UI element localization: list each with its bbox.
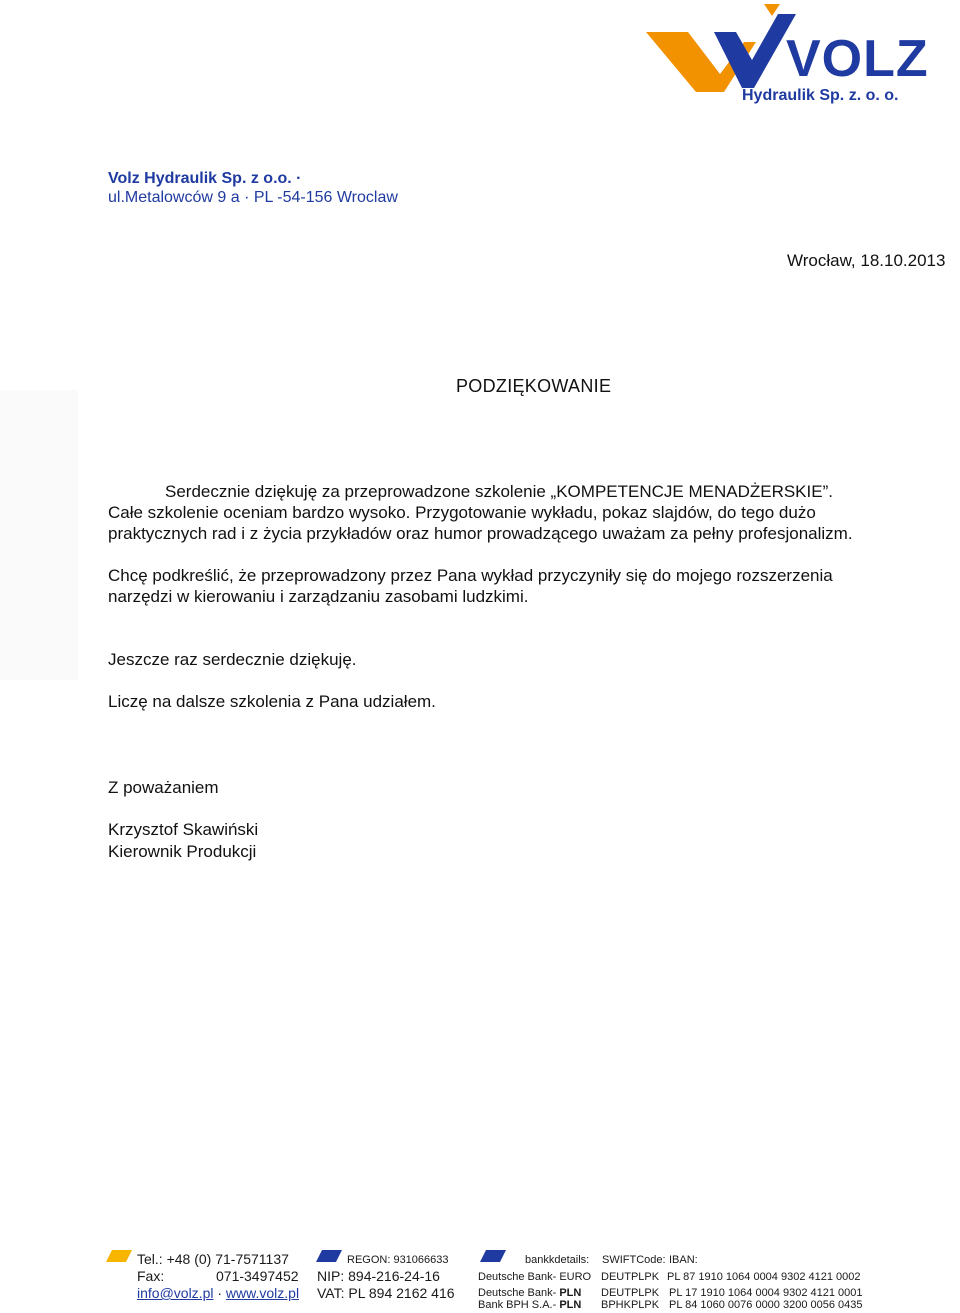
footer-web-link[interactable]: www.volz.pl bbox=[225, 1285, 300, 1301]
footer-swift-3: BPHKPLPK bbox=[601, 1299, 660, 1311]
signatory-name: Krzysztof Skawiński bbox=[108, 820, 259, 839]
volz-logo bbox=[644, 0, 940, 106]
footer-bank-2-name: Deutsche Bank- bbox=[478, 1287, 557, 1299]
footer-bank-2 bbox=[478, 1287, 581, 1299]
footer-iban-1: PL 87 1910 1064 0004 9302 4121 0002 bbox=[667, 1271, 861, 1283]
footer-regon: REGON: 931066633 bbox=[347, 1254, 449, 1266]
footer-bank-1: Deutsche Bank- EURO bbox=[478, 1271, 592, 1283]
scan-shadow bbox=[0, 390, 78, 680]
footer-swift-2: DEUTPLPK bbox=[601, 1287, 660, 1299]
footer-bank-header: bankkdetails: bbox=[525, 1254, 590, 1266]
letter-heading: PODZIĘKOWANIE bbox=[456, 376, 612, 396]
footer-tel-value: +48 (0) 71-7571137 bbox=[166, 1251, 289, 1267]
footer-links bbox=[137, 1285, 299, 1301]
footer-swift-1: DEUTPLPK bbox=[601, 1271, 660, 1283]
footer-nip: NIP: 894-216-24-16 bbox=[317, 1268, 440, 1284]
footer-separator: · bbox=[217, 1285, 223, 1301]
footer-tel-label: Tel.: bbox=[137, 1251, 163, 1267]
logo-word: VOLZ bbox=[786, 30, 929, 88]
footer-fax-label: Fax: bbox=[137, 1268, 165, 1284]
paragraph-3: Jeszcze raz serdecznie dziękuję. bbox=[108, 650, 357, 669]
letter-date: Wrocław, 18.10.2013 bbox=[787, 251, 946, 270]
footer-swift-header: SWIFTCode: bbox=[602, 1254, 666, 1266]
footer-bank-3-name: Bank BPH S.A.- bbox=[478, 1299, 557, 1311]
sender-name: Volz Hydraulik Sp. z o.o. · bbox=[108, 170, 302, 187]
closing-greeting: Z poważaniem bbox=[108, 778, 219, 797]
footer-accent-yellow bbox=[106, 1250, 132, 1264]
footer-vat: VAT: PL 894 2162 416 bbox=[317, 1285, 455, 1301]
logo-accent bbox=[764, 4, 780, 16]
paragraph-1-line-1: Serdecznie dziękuję za przeprowadzone szkolenie „KOMPETENCJE MENADŻERSKIE”. bbox=[165, 482, 833, 501]
footer-tel bbox=[137, 1251, 289, 1267]
footer-bank-2-currency: PLN bbox=[559, 1287, 582, 1299]
paragraph-2-line-1: Chcę podkreślić, że przeprowadzony przez Pana wykład przyczyniły się do mojego rozszerzenia bbox=[108, 566, 833, 585]
footer-email-link[interactable]: info@volz.pl bbox=[137, 1285, 214, 1301]
footer-accent-blue-2 bbox=[480, 1250, 506, 1264]
paragraph-1-line-3: praktycznych rad i z życia przykładów oraz humor prowadzącego uważam za pełny profesjonalizm. bbox=[108, 524, 853, 543]
signatory-title: Kierownik Produkcji bbox=[108, 842, 257, 861]
footer-iban-header: IBAN: bbox=[669, 1254, 698, 1266]
logo-subtitle: Hydraulik Sp. z. o. o. bbox=[742, 87, 899, 104]
paragraph-2-line-2: narzędzi w kierowaniu i zarządzaniu zasobami ludzkimi. bbox=[108, 587, 529, 606]
footer-iban-2: PL 17 1910 1064 0004 9302 4121 0001 bbox=[669, 1287, 863, 1299]
footer-bank-3-currency: PLN bbox=[559, 1299, 582, 1311]
footer-iban-3: PL 84 1060 0076 0000 3200 0056 0435 bbox=[669, 1299, 863, 1311]
paragraph-4: Liczę na dalsze szkolenia z Pana udziałem. bbox=[108, 692, 436, 711]
footer-bank-3 bbox=[478, 1299, 581, 1311]
footer-fax-value: 071-3497452 bbox=[216, 1268, 299, 1284]
paragraph-1-line-2: Całe szkolenie oceniam bardzo wysoko. Przygotowanie wykładu, pokaz slajdów, do tego dużo bbox=[108, 503, 816, 522]
sender-address: ul.Metalowców 9 a · PL -54-156 Wroclaw bbox=[108, 189, 398, 206]
footer-accent-blue-1 bbox=[316, 1250, 342, 1264]
